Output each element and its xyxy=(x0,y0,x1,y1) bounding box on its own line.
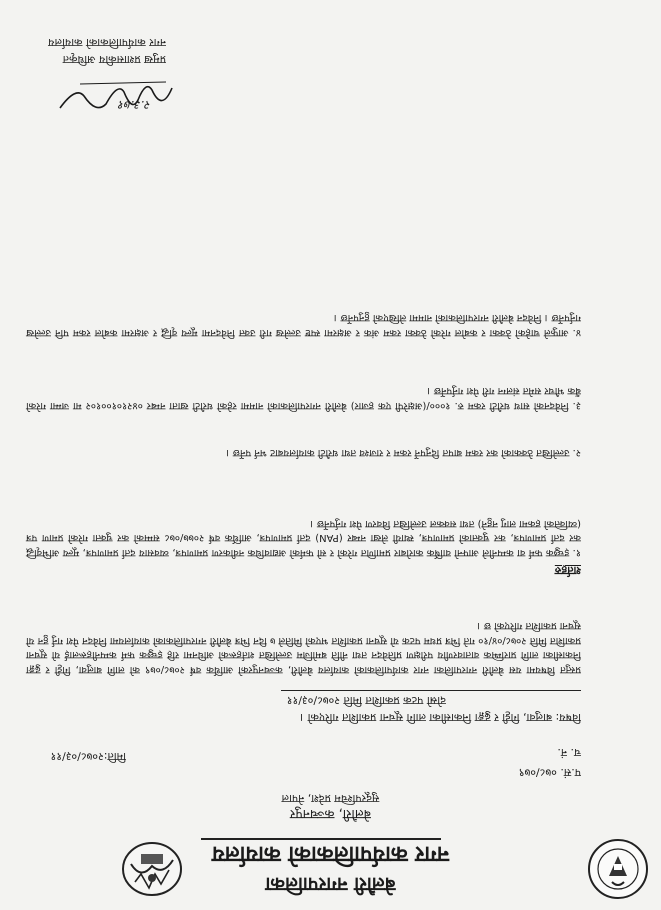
office-subtitle: नगर कार्यपालिकाको कार्यालय xyxy=(212,841,449,866)
signature-date: २.३.७१ xyxy=(118,98,151,112)
subject-line: विषय: बालुवा, गिट्टी र ढुङ्गा निकासीका लागि सूचना प्रकाशित गरिएको । xyxy=(300,711,581,724)
subject-publish-date: दोस्रो पटक प्रकाशित मिति २०७८/०३/११ xyxy=(286,694,446,707)
intro-paragraph: प्रस्तुत विषयमा यस बेलौरी नगरपालिका नगर कार्यपालिकाको कार्यालय बेलौरी, कञ्चनपुरको आर्थिक वर्ष २०७८/०७९ को लागि बालुवा, गिट्टी र ढुङ्गा निकासीका लागि प्रारम्भिक वातावरणीय परीक्षण प्रतिवेदन तथा नीति बमोजिम उल्लेखित शर्तहरूको अधिनमा रहि इच्छुक फर्म कम्पनीहरूलाई यो सूचना प्रकाशित मिति २०७८/०४/१० गते भित्र प्रथम पटक यो सूचना प्रकाशित भएको मितिले ७ दिन भित्र बेलौरी नगरपालिकाको कार्यालयमा निवेदन पेश गर्नु हुन यो सूचना प्रकाशित गरिएको छ । xyxy=(26,620,581,675)
conditions-heading: शर्तहरु xyxy=(554,564,581,577)
condition-1: १. इच्छुक फर्म वा कम्पनीले आफ्नो वार्षिक कारोबार प्रमाणित गरेको र सो फर्मको अद्यावधिक नवीकरण प्रमाणपत्र, व्यवसाय दर्ता प्रमाणपत्र, मूल्य अभिवृद्धि कर दर्ता प्रमाणपत्र, कर चुक्ताको प्रमाणपत्र, स्थायी लेखा नम्बर (PAN) दर्ता प्रमाणपत्र, आर्थिक वर्ष २०७७/०७८ सम्मको कर चुक्ता गरेको प्रमाण पत्र (व्यक्तिको हकमा लागु नहुने) तथा सक्कल उल्लेखित विवरण पेश गर्नुपर्नेछ । xyxy=(26,518,581,558)
office-province: सुदूरपश्चिम प्रदेश, नेपाल xyxy=(281,792,380,805)
office-name: बेलौरी नगरपालिका xyxy=(265,873,396,895)
dispatch-number: च. नं. xyxy=(557,746,581,759)
office-address: बेलौरी, कञ्चनपुर xyxy=(289,806,372,821)
condition-4: ४. आफुले चाहेको ठेक्का र कबोल गरेको ठेक्का रकम अंक र अक्षरमा स्पष्ट उल्लेख गरी उक्त निवेदनमा मूल्य वृद्धि र अक्षरमा कबोल रकम पनि उल्लेख गर्नुपर्नेछ । निवेदन बेलौरी नगरपालिकाको नाममा लेखिएको हुनुपर्नेछ । xyxy=(26,312,581,338)
letter-date: मिति:२०७८/०३/११ xyxy=(50,750,126,763)
subject-underline xyxy=(281,690,581,691)
header-underline xyxy=(201,838,441,840)
signer-title: प्रमुख प्रशासकीय अधिकृत xyxy=(62,53,166,66)
handwritten-signature-icon xyxy=(56,76,176,118)
letter-number: प.सं. ०७८/०७९ xyxy=(518,766,581,779)
signer-office: नगर कार्यपालिकाको कार्यालय xyxy=(48,36,166,49)
condition-3: ३. निवेदनको साथ धरौटी रकम रु. १०००/(अक्षरेपी एक हजार) बेलौरी नगरपालिकाको नाममा रहेको धरौटी खाता नम्बर ०४२१०१००१०२ मा जम्मा गरेको बैंक भौचर समेत संलग्न गरी पेश गर्नुपर्नेछ । xyxy=(26,385,581,411)
condition-2: २. उल्लेखित ठेक्काको कर रकम बापत दिनुपर्ने रकम र राजश्व तथा धरौटी कार्यालयबाट भर्न पर्नेछ । xyxy=(225,447,581,458)
